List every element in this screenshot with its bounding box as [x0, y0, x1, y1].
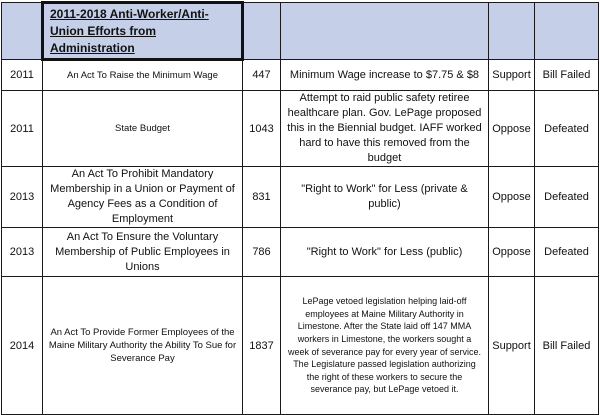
table-title: 2011-2018 Anti-Worker/Anti-Union Efforts from Administration	[50, 6, 209, 55]
bill-number-cell: 786	[243, 228, 281, 277]
year-cell: 2011	[2, 60, 43, 91]
act-title-cell: An Act To Prohibit Mandatory Membership in a Union or Payment of Agency Fees as a Condition of Employment	[43, 167, 243, 228]
legislation-table	[1, 1, 599, 415]
act-title-cell: State Budget	[43, 91, 243, 167]
description-cell: "Right to Work" for Less (private & public)	[281, 167, 489, 228]
result-cell: Defeated	[535, 167, 599, 228]
table-row	[2, 228, 599, 277]
description-cell: LePage vetoed legislation helping laid-off employees at Maine Military Authority in Limestone. After the State laid off 147 MMA workers in Limestone, the workers sought a week of severance pay for every year of service. The Legislature passed legislation authorizing the right of these workers to secure the severance pay, but LePage vetoed it.	[281, 277, 489, 415]
year-cell: 2014	[2, 277, 43, 415]
description-cell: Minimum Wage increase to $7.75 & $8	[281, 60, 489, 91]
table-row	[2, 277, 599, 415]
header-cell-result	[535, 3, 599, 60]
table-header-row	[2, 3, 599, 60]
bill-number-cell: 1837	[243, 277, 281, 415]
header-title-cell	[43, 3, 243, 60]
header-cell-year	[2, 3, 43, 60]
table-row	[2, 91, 599, 167]
position-cell: Oppose	[489, 91, 535, 167]
description-cell: "Right to Work" for Less (public)	[281, 228, 489, 277]
header-cell-position	[489, 3, 535, 60]
result-cell: Defeated	[535, 228, 599, 277]
description-cell: Attempt to raid public safety retiree healthcare plan. Gov. LePage proposed this in the Biennial budget. IAFF worked hard to have this removed from the budget	[281, 91, 489, 167]
result-cell: Defeated	[535, 91, 599, 167]
bill-number-cell: 1043	[243, 91, 281, 167]
year-cell: 2011	[2, 91, 43, 167]
result-cell: Bill Failed	[535, 277, 599, 415]
result-cell: Bill Failed	[535, 60, 599, 91]
act-title-cell: An Act To Provide Former Employees of the Maine Military Authority the Ability To Sue for Severance Pay	[43, 277, 243, 415]
act-title-cell: An Act To Raise the Minimum Wage	[43, 60, 243, 91]
position-cell: Oppose	[489, 167, 535, 228]
act-title-cell: An Act To Ensure the Voluntary Membership of Public Employees in Unions	[43, 228, 243, 277]
table-row	[2, 167, 599, 228]
position-cell: Support	[489, 277, 535, 415]
position-cell: Oppose	[489, 228, 535, 277]
header-cell-description	[281, 3, 489, 60]
bill-number-cell: 831	[243, 167, 281, 228]
position-cell: Support	[489, 60, 535, 91]
header-cell-number	[243, 3, 281, 60]
bill-number-cell: 447	[243, 60, 281, 91]
table-row	[2, 60, 599, 91]
year-cell: 2013	[2, 167, 43, 228]
year-cell: 2013	[2, 228, 43, 277]
